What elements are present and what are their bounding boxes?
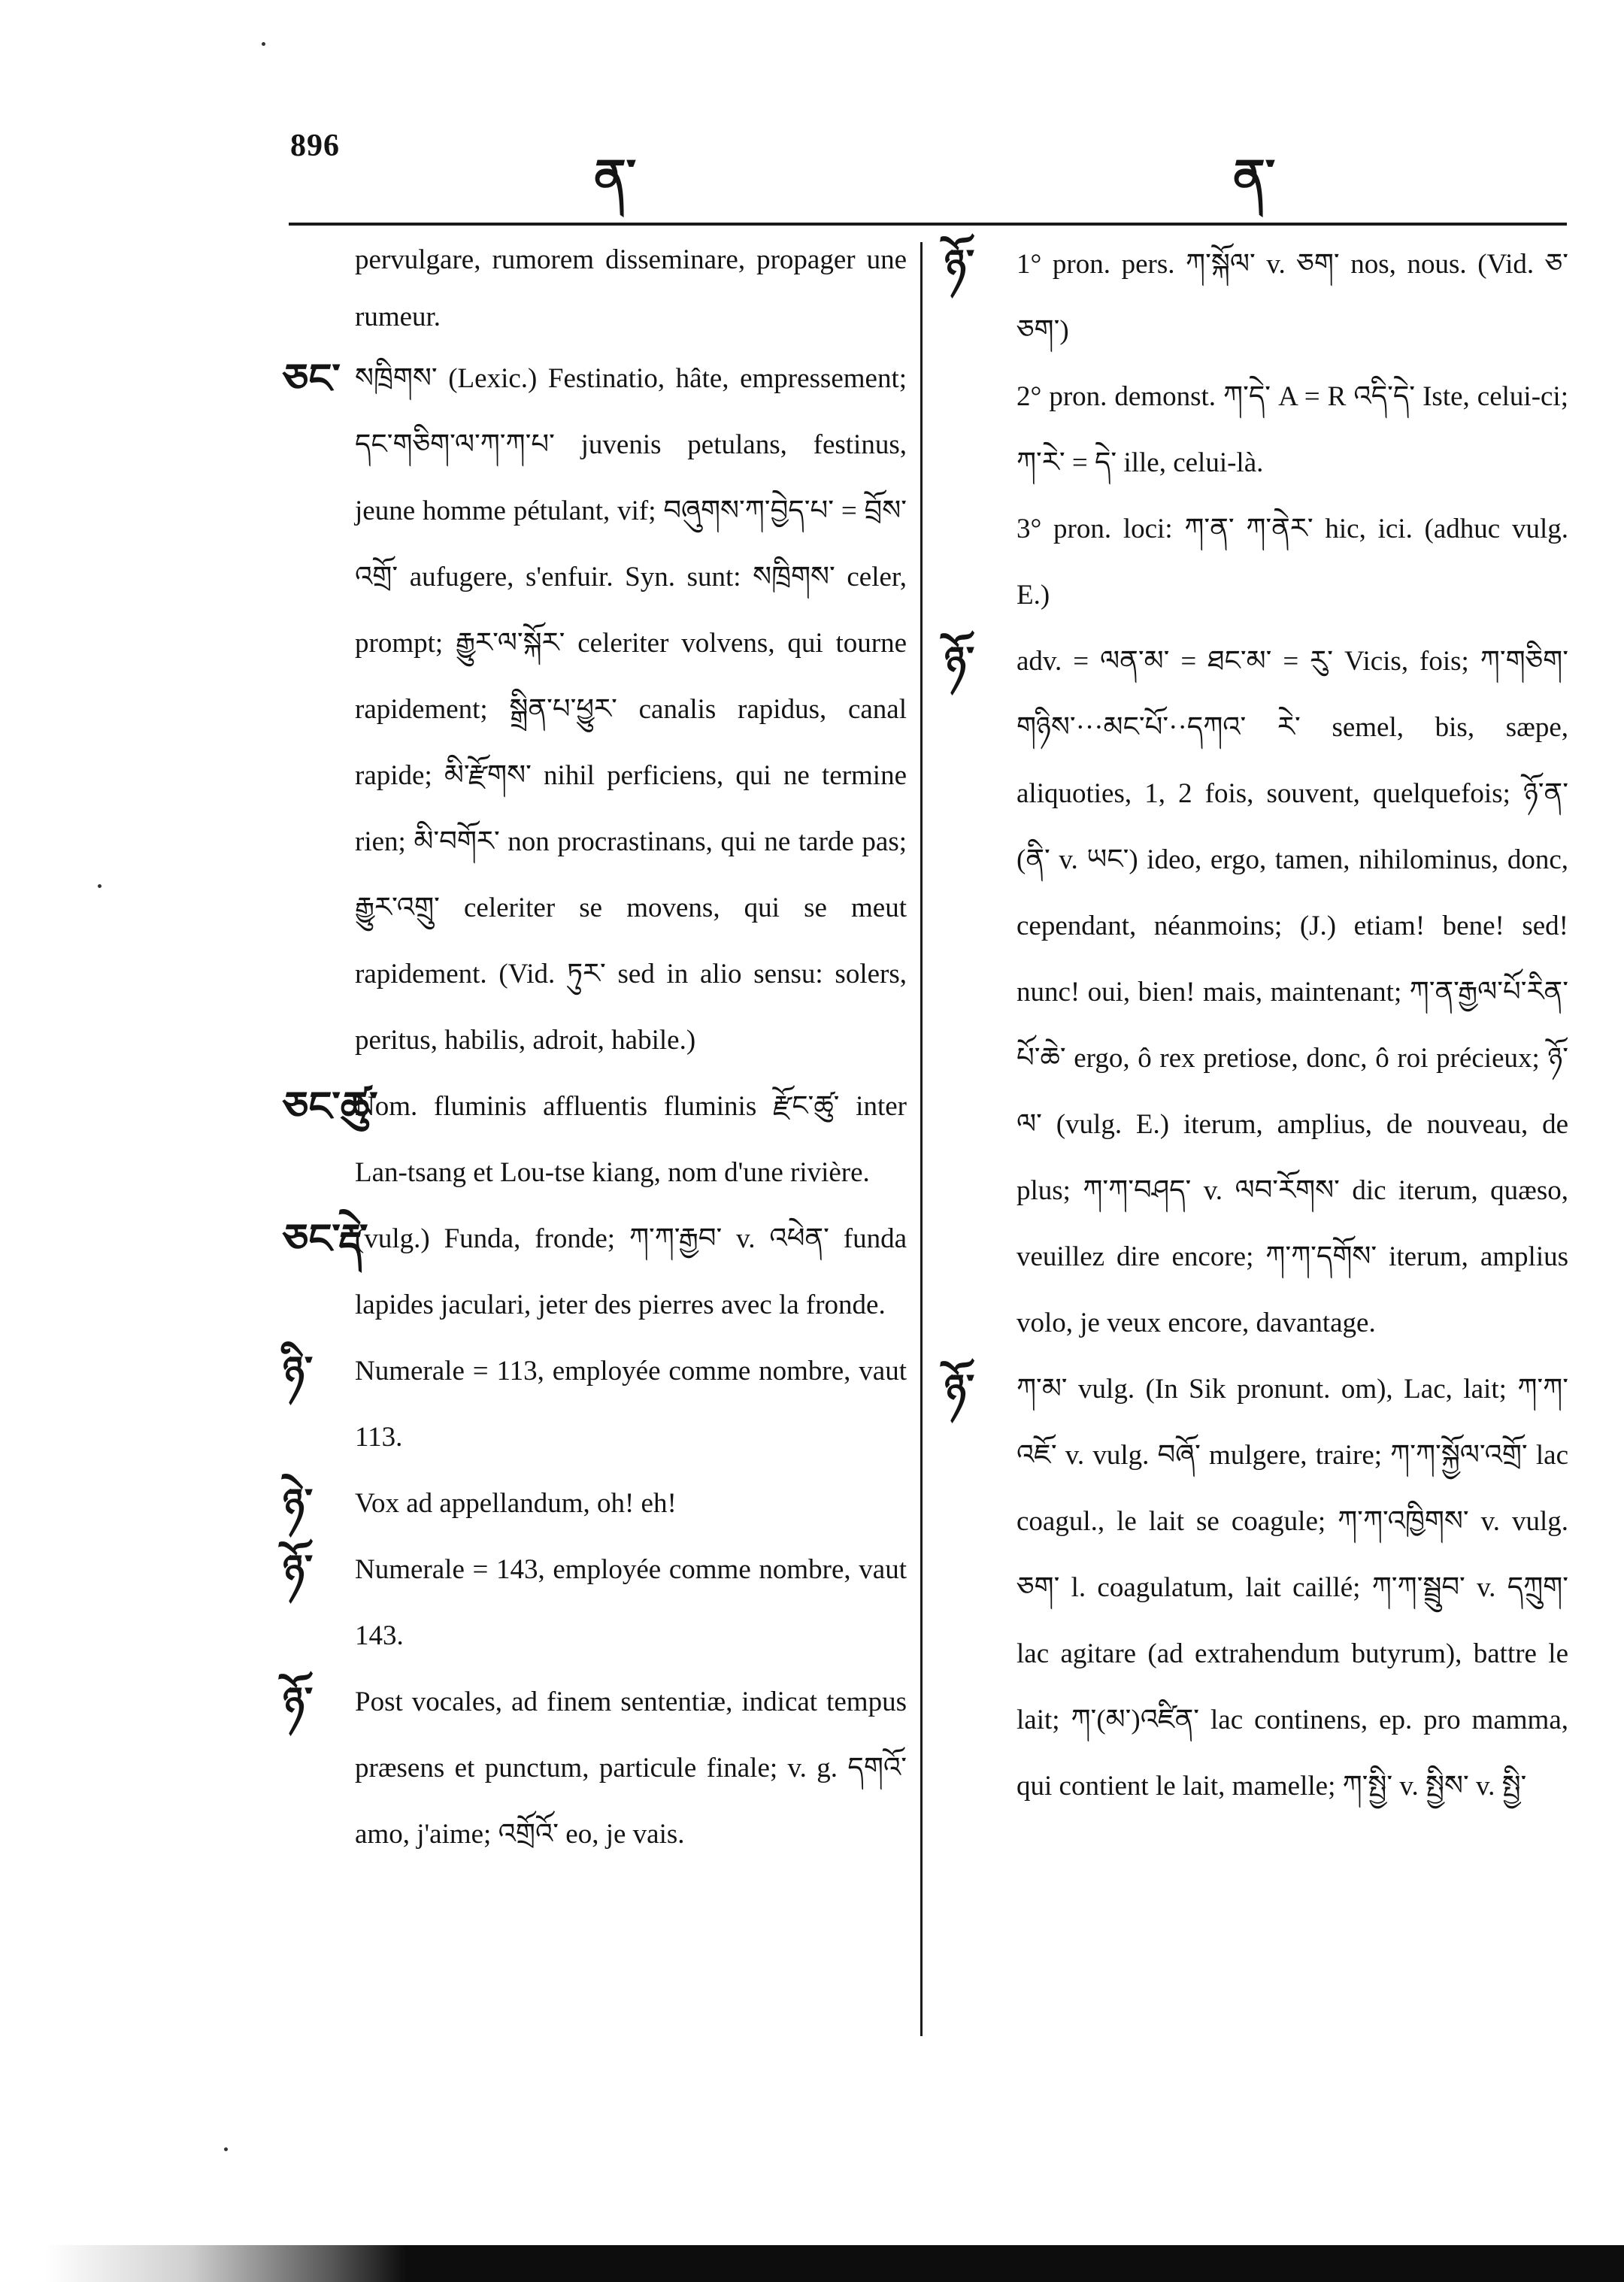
- dictionary-entry: [283, 1669, 907, 1868]
- entry-text: Nom. fluminis affluentis fluminis རྫོང་ཚུ་ inter Lan-tsang et Lou-tse kiang, nom d'une rivière.: [355, 1091, 907, 1188]
- speck: [262, 42, 265, 46]
- entry-text: སཁྲིགས་ (Lexic.) Festinatio, hâte, empressement; དང་གཅིག་ལ་ཀ་ཀ་པ་ juvenis petulans, festinus, jeune homme pétulant, vif; བཞུགས་ཀ་བྱེད་པ་ = བྲོས་ འགྲོ་ aufugere, s'enfuir. Syn. sunt: སཁྲིགས་ celer, prompt; རྒྱུར་ལ་སྐོར་ celeriter volvens, qui tourne rapidement; སྒྲིན་པ་ཕྱུར་ canalis rapidus, canal rapide; མི་རྫོགས་ nihil perficiens, qui ne termine rien; མི་བགོར་ non procrastinans, qui ne tarde pas; རྒྱུར་འགྲུ་ celeriter se movens, qui se meut rapidement. (Vid. ཏུར་ sed in alio sensu: solers, peritus, habilis, adroit, habile.): [355, 363, 907, 1056]
- page-number: 896: [290, 129, 340, 163]
- dictionary-entry: [283, 1338, 907, 1471]
- entry-text: Post vocales, ad finem sententiæ, indicat tempus præsens et punctum, particule finale; v. g. དགའོ་ amo, j'aime; འགྲོའོ་ eo, je vais.: [355, 1686, 907, 1850]
- dictionary-entry: [944, 1356, 1568, 1820]
- entry-headword: ཉེ་: [283, 1480, 314, 1527]
- speck: [224, 2147, 228, 2151]
- dictionary-entry: [283, 1206, 907, 1338]
- dictionary-entry: [944, 496, 1568, 629]
- dictionary-entry: [944, 629, 1568, 1356]
- entry-text: pervulgare, rumorem disseminare, propager une rumeur.: [355, 244, 907, 332]
- left-column: [283, 232, 907, 1868]
- header-rule: [289, 223, 1567, 226]
- entry-text: (vulg.) Funda, fronde; ཀ་ཀ་རྒྱབ་ v. འཕེན་ funda lapides jaculari, jeter des pierres avec la fronde.: [355, 1223, 907, 1320]
- dictionary-entry: [283, 1537, 907, 1669]
- entry-headword: ཉི་: [283, 1347, 314, 1395]
- entry-headword: ཉོ་: [944, 638, 975, 685]
- running-head-left: ན་: [594, 150, 637, 205]
- entry-text: Vox ad appellandum, oh! eh!: [355, 1488, 677, 1519]
- entry-text: 1° pron. pers. ཀ་སྐོལ་ v. ཅག་ nos, nous. (Vid. ཅ་ཅག་): [1017, 249, 1568, 346]
- speck: [98, 884, 102, 888]
- entry-text: 2° pron. demonst. ཀ་དེ་ A = R འདི་དེ་ Iste, celui-ci; ཀ་རེ་ = དེ་ ille, celui-là.: [1017, 381, 1568, 478]
- entry-headword: ཅང་: [283, 355, 341, 402]
- entry-text: Numerale = 113, employée comme nombre, vaut 113.: [355, 1356, 907, 1453]
- dictionary-entry: [283, 346, 907, 1074]
- entry-headword: ཅང་རྡེ་: [283, 1215, 368, 1262]
- dictionary-entry: [283, 232, 907, 346]
- entry-text: 3° pron. loci: ཀ་ན་ ཀ་ནེར་ hic, ici. (adhuc vulg. E.): [1017, 514, 1568, 611]
- entry-text: Numerale = 143, employée comme nombre, vaut 143.: [355, 1554, 907, 1651]
- right-column: [944, 232, 1568, 1820]
- dictionary-entry: [944, 364, 1568, 496]
- entry-headword: ཉོ་: [283, 1546, 314, 1593]
- entry-headword: ཉོ་: [944, 1365, 975, 1413]
- entry-headword: ཉོ་: [944, 241, 975, 288]
- entry-text: adv. = ལན་མ་ = ཐང་མ་ = རུ་ Vicis, fois; ཀ་གཅིག་གཉིས་···མང་པོ་··དཀའ་ རེ་ semel, bis, sæpe, aliquoties, 1, 2 fois, souvent, quelquefois; ཉོ་ན་ (ནི་ v. ཡང་) ideo, ergo, tamen, nihilominus, donc, cependant, néanmoins; (J.) etiam! bene! sed! nunc! oui, bien! mais, maintenant; ཀ་ན་རྒྱལ་པོ་རིན་པོ་ཆེ་ ergo, ô rex pretiose, donc, ô roi précieux; ཉོ་ལ་ (vulg. E.) iterum, amplius, de nouveau, de plus; ཀ་ཀ་བཤད་ v. ལབ་རོགས་ dic iterum, quæso, veuillez dire encore; ཀ་ཀ་དགོས་ iterum, amplius volo, je veux encore, davantage.: [1017, 646, 1568, 1338]
- running-head-right: ན་: [1233, 150, 1276, 205]
- dictionary-entry: [283, 1074, 907, 1206]
- column-divider: [920, 242, 923, 2036]
- entry-text: ཀ་མ་ vulg. (In Sik pronunt. om), Lac, lait; ཀ་ཀ་འཇོ་ v. vulg. བཞོ་ mulgere, traire; ཀ་ཀ་སྐྱོལ་འགྲོ་ lac coagul., le lait se coagule; ཀ་ཀ་འཁྱིགས་ v. vulg. ཅག་ l. coagulatum, lait caillé; ཀ་ཀ་སྦྲུབ་ v. དཀྲུག་ lac agitare (ad extrahendum butyrum), battre le lait; ཀ་(མ་)འཛིན་ lac continens, ep. pro mamma, qui contient le lait, mamelle; ཀ་སྤྱི་ v. སྤྱིས་ v. སྤྱི་: [1017, 1374, 1568, 1802]
- entry-headword: ཉོ་: [283, 1678, 314, 1726]
- dictionary-entry: [944, 232, 1568, 364]
- dictionary-entry: [283, 1471, 907, 1537]
- scan-edge-bar: [45, 2245, 1624, 2282]
- entry-headword: ཅང་ཚུ་: [283, 1083, 378, 1130]
